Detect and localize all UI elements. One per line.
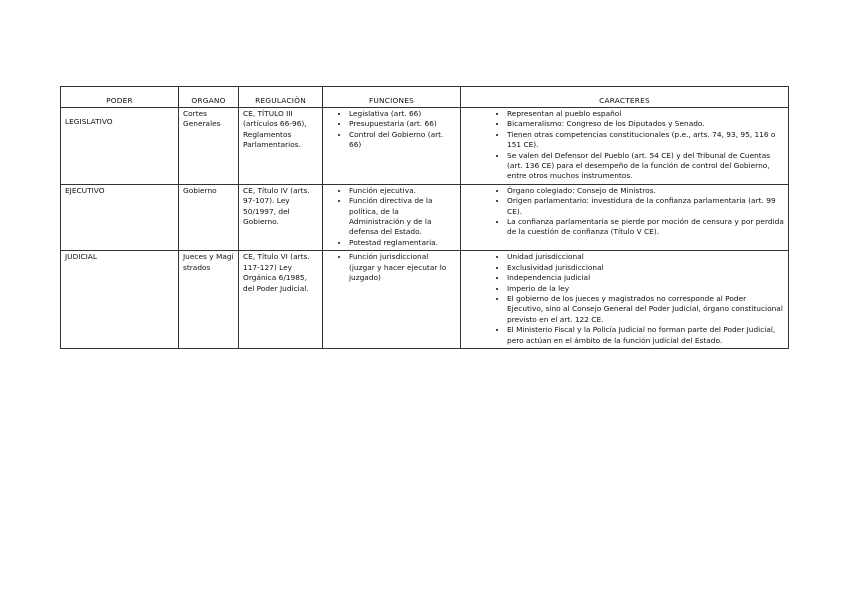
organo-cell: Cortes Generales [179,108,239,185]
caracteres-list [465,109,784,182]
list-item: • Legislativa (art. 66) [349,109,456,119]
list-item: • Presupuestaria (art. 66) [349,119,456,129]
list-item: • Unidad jurisdiccional [507,252,784,262]
list-item: • Tienen otras competencias constitucionales (p.e., arts. 74, 93, 95, 116 o 151 CE). [507,130,784,151]
funciones-list [327,186,456,248]
list-item: • Función jurisdiccional (juzgar y hacer ejecutar lo juzgado) [349,252,456,283]
regulacion-cell: CE, TÍTULO III (artículos 66-96), Reglamentos Parlamentarios. [239,108,323,185]
poder-cell [61,251,179,349]
table-row [61,251,789,349]
organo-cell: Gobierno [179,184,239,250]
list-item: • Función directiva de la política, de la Administración y de la defensa del Estado. [349,196,456,238]
list-item: • Exclusividad jurisdiccional [507,263,784,273]
list-item: • Órgano colegiado: Consejo de Ministros. [507,186,784,196]
funciones-list [327,252,456,283]
powers-table [60,86,789,349]
list-item: • La confianza parlamentaria se pierde por moción de censura y por perdida de la cuestión de confianza (Título V CE). [507,217,784,238]
table-row [61,108,789,185]
list-item: • El Ministerio Fiscal y la Policía Judicial no forman parte del Poder Judicial, pero actúan en el ámbito de la función judicial del Estado. [507,325,784,346]
table-header-row [61,87,789,108]
caracteres-list [465,252,784,346]
funciones-list [327,109,456,151]
list-item: • Se valen del Defensor del Pueblo (art. 54 CE) y del Tribunal de Cuentas (art. 136 CE) para el desempeño de la función de control del Gobierno, entre otros muchos instrumentos. [507,151,784,182]
regulacion-cell: CE, Título VI (arts. 117-127) Ley Orgánica 6/1985, del Poder Judicial. [239,251,323,349]
caracteres-cell [461,108,789,185]
funciones-cell [323,184,461,250]
header-poder: PODER [61,87,179,108]
list-item: • Imperio de la ley [507,284,784,294]
poder-cell [61,184,179,250]
header-regulacion: REGULACIÒN [239,87,323,108]
list-item: • Bicameralismo: Congreso de los Diputados y Senado. [507,119,784,129]
table-row [61,184,789,250]
funciones-cell [323,108,461,185]
poder-cell [61,108,179,185]
caracteres-cell [461,251,789,349]
list-item: • Origen parlamentario: investidura de la confianza parlamentaria (art. 99 CE). [507,196,784,217]
list-item: • Función ejecutiva. [349,186,456,196]
poder-judicial: JUDICIAL [65,252,97,262]
header-organo: ORGANO [179,87,239,108]
caracteres-cell [461,184,789,250]
list-item: • Independencia judicial [507,273,784,283]
list-item: • Potestad reglamentaria. [349,238,456,248]
header-funciones: FUNCIONES [323,87,461,108]
poder-ejecutivo: EJECUTIVO [65,185,105,195]
list-item: • Representan al pueblo español [507,109,784,119]
regulacion-cell: CE, Título IV (arts. 97-107). Ley 50/1997, del Gobierno. [239,184,323,250]
funciones-cell [323,251,461,349]
organo-cell: Jueces y Magistrados [179,251,239,349]
poder-legislativo: LEGISLATIVO [65,117,113,126]
list-item: • Control del Gobierno (art. 66) [349,130,456,151]
caracteres-list [465,186,784,238]
header-caracteres: CARACTERES [461,87,789,108]
list-item: • El gobierno de los jueces y magistrados no corresponde al Poder Ejecutivo, sino al Consejo General del Poder Judicial, órgano constitucional previsto en el art. 122 CE. [507,294,784,325]
